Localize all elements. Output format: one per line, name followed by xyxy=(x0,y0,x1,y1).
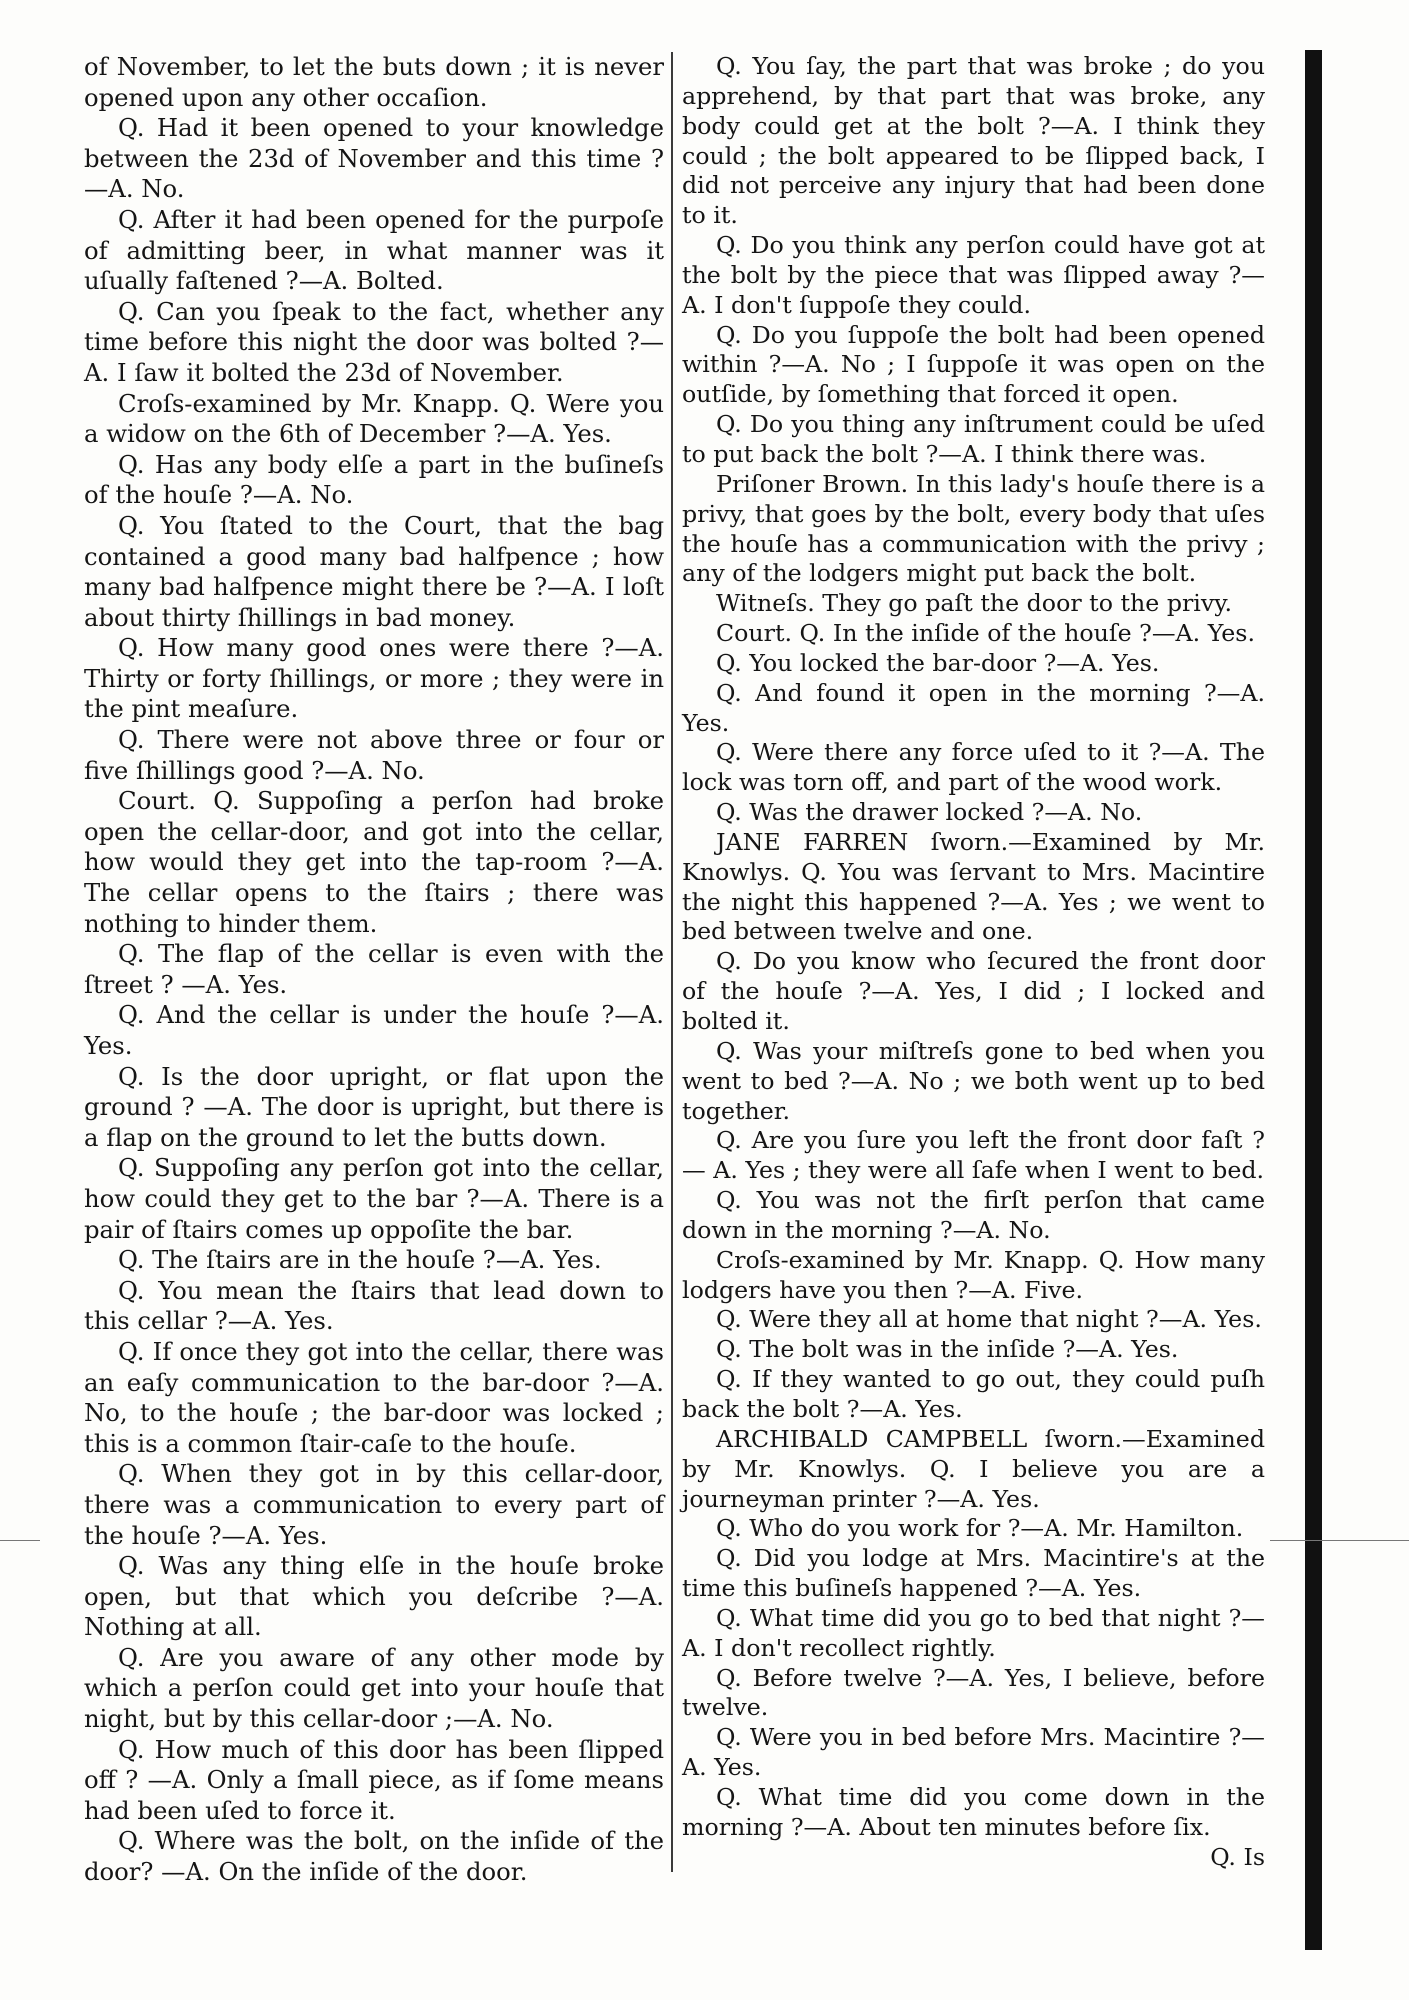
scan-mark-left xyxy=(0,1540,40,1541)
testimony-paragraph: Q. The flap of the cellar is even with the ſtreet ? —A. Yes. xyxy=(84,939,664,999)
testimony-paragraph: Q. Were there any force uſed to it ?—A. The lock was torn off, and part of the wood work. xyxy=(682,738,1265,797)
testimony-paragraph: Q. You locked the bar-door ?—A. Yes. xyxy=(716,648,1160,677)
testimony-paragraph: Q. Were they all at home that night ?—A. Yes. xyxy=(716,1305,1262,1334)
page-edge-shadow xyxy=(1305,50,1322,1950)
text-column-left xyxy=(84,52,664,1888)
catchword: Q. Is xyxy=(1210,1842,1265,1871)
testimony-paragraph: Q. Before twelve ?—A. Yes, I believe, before twelve. xyxy=(682,1663,1265,1722)
testimony-paragraph: Q. The ſtairs are in the houſe ?—A. Yes. xyxy=(118,1245,602,1275)
text-column-right xyxy=(682,52,1265,1872)
testimony-paragraph: Q. Was the drawer locked ?—A. No. xyxy=(716,798,1143,827)
testimony-paragraph: Q. Are you aware of any other mode by which a perſon could get into your houſe that night, but by this cellar-door ;—A. No. xyxy=(84,1642,664,1734)
testimony-paragraph: Q. Was any thing elſe in the houſe broke open, but that which you deſcribe ?—A. Nothing at all. xyxy=(84,1551,664,1642)
testimony-paragraph: Q. Had it been opened to your knowledge between the 23d of November and this time ?—A. No. xyxy=(84,113,664,204)
testimony-paragraph: Q. What time did you go to bed that night ?—A. I don't recollect rightly. xyxy=(682,1603,1265,1662)
testimony-paragraph: Q. Is the door upright, or flat upon the ground ? —A. The door is upright, but there is a flap on the ground to let the butts down. xyxy=(84,1061,664,1152)
testimony-paragraph: Q. You mean the ſtairs that lead down to this cellar ?—A. Yes. xyxy=(84,1275,664,1336)
scan-mark-right xyxy=(1270,1540,1409,1541)
testimony-paragraph: Q. After it had been opened for the purpoſe of admitting beer, in what manner was it uſually faſtened ?—A. Bolted. xyxy=(84,204,664,296)
testimony-paragraph: Court. Q. In the inſide of the houſe ?—A. Yes. xyxy=(716,619,1255,648)
testimony-paragraph: Q. You was not the firſt perſon that came down in the morning ?—A. No. xyxy=(682,1186,1265,1244)
testimony-paragraph: Q. Has any body elſe a part in the buſineſs of the houſe ?—A. No. xyxy=(84,449,664,510)
testimony-paragraph: Q. Are you ſure you left the front door faſt ?— A. Yes ; they were all ſafe when I went to bed. xyxy=(682,1126,1265,1185)
column-divider xyxy=(671,52,673,1872)
testimony-paragraph: Q. And found it open in the morning ?—A. Yes. xyxy=(682,678,1265,737)
testimony-paragraph: Q. Do you ſuppoſe the bolt had been opened within ?—A. No ; I ſuppoſe it was open on the outſide, by ſomething that forced it open. xyxy=(682,320,1265,409)
testimony-paragraph: Q. And the cellar is under the houſe ?—A. Yes. xyxy=(84,1000,664,1060)
testimony-paragraph: Q. When they got in by this cellar-door, there was a communication to every part of the houſe ?—A. Yes. xyxy=(84,1459,664,1550)
testimony-paragraph: Q. If once they got into the cellar, there was an eaſy communication to the bar-door ?—A. No, to the houſe ; the bar-door was locked ; this is a common ſtair-caſe to the houſe. xyxy=(84,1336,664,1458)
testimony-paragraph: Q. What time did you come down in the morning ?—A. About ten minutes before ſix. xyxy=(682,1782,1265,1841)
testimony-paragraph: Q. The bolt was in the inſide ?—A. Yes. xyxy=(716,1335,1179,1364)
testimony-paragraph: JANE FARREN ſworn.—Examined by Mr. Knowlys. Q. You was ſervant to Mrs. Macintire the night this happened ?—A. Yes ; we went to bed between twelve and one. xyxy=(682,827,1265,946)
testimony-paragraph: Q. Where was the bolt, on the inſide of the door? —A. On the inſide of the door. xyxy=(84,1826,664,1887)
testimony-paragraph: Q. Do you thing any inſtrument could be uſed to put back the bolt ?—A. I think there was. xyxy=(682,410,1265,468)
testimony-paragraph: Q. Do you know who ſecured the front door of the houſe ?—A. Yes, I did ; I locked and bolted it. xyxy=(682,947,1265,1035)
testimony-paragraph: Q. Do you think any perſon could have got at the bolt by the piece that was ſlipped away ?—A. I don't ſuppoſe they could. xyxy=(682,231,1265,319)
testimony-paragraph: Q. Did you lodge at Mrs. Macintire's at the time this buſineſs happened ?—A. Yes. xyxy=(682,1544,1265,1603)
testimony-paragraph: Priſoner Brown. In this lady's houſe there is a privy, that goes by the bolt, every body that uſes the houſe has a communication with the privy ; any of the lodgers might put back the bolt. xyxy=(682,469,1265,588)
testimony-paragraph: Q. If they wanted to go out, they could puſh back the bolt ?—A. Yes. xyxy=(682,1365,1265,1423)
testimony-paragraph: Q. Were you in bed before Mrs. Macintire ?— A. Yes. xyxy=(682,1723,1265,1782)
testimony-paragraph: Q. You ſay, the part that was broke ; do you apprehend, by that part that was broke, any body could get at the bolt ?—A. I think they could ; the bolt appeared to be ſlipped back, I did not perceive any injury that had been done to it. xyxy=(682,52,1265,230)
testimony-paragraph: Q. How many good ones were there ?—A. Thirty or forty ſhillings, or more ; they were in the pint meaſure. xyxy=(84,633,664,724)
testimony-paragraph: Q. Was your miſtreſs gone to bed when you went to bed ?—A. No ; we both went up to bed together. xyxy=(682,1036,1265,1125)
testimony-paragraph: Croſs-examined by Mr. Knapp. Q. Were you a widow on the 6th of December ?—A. Yes. xyxy=(84,388,664,449)
testimony-paragraph: Q. Suppoſing any perſon got into the cellar, how could they get to the bar ?—A. There is a pair of ſtairs comes up oppoſite the bar. xyxy=(84,1153,664,1244)
testimony-paragraph: Q. Who do you work for ?—A. Mr. Hamilton. xyxy=(716,1514,1244,1543)
testimony-paragraph: Q. You ſtated to the Court, that the bag contained a good many bad halfpence ; how many bad halfpence might there be ?—A. I loſt about thirty ſhillings in bad money. xyxy=(84,510,664,632)
testimony-paragraph: Croſs-examined by Mr. Knapp. Q. How many lodgers have you then ?—A. Five. xyxy=(682,1245,1265,1304)
testimony-paragraph: Q. How much of this door has been ſlipped off ? —A. Only a ſmall piece, as if ſome means had been uſed to force it. xyxy=(84,1734,664,1825)
testimony-paragraph: of November, to let the buts down ; it is never opened upon any other occaſion. xyxy=(84,52,664,112)
testimony-paragraph: Q. There were not above three or four or five ſhillings good ?—A. No. xyxy=(84,725,664,785)
testimony-paragraph: Q. Can you ſpeak to the fact, whether any time before this night the door was bolted ?—A. I ſaw it bolted the 23d of November. xyxy=(84,296,664,387)
testimony-paragraph: Witneſs. They go paſt the door to the privy. xyxy=(716,589,1233,618)
testimony-paragraph: Court. Q. Suppoſing a perſon had broke open the cellar-door, and got into the cellar, how would they get into the tap-room ?—A. The cellar opens to the ſtairs ; there was nothing to hinder them. xyxy=(84,786,664,938)
testimony-paragraph: ARCHIBALD CAMPBELL ſworn.—Examined by Mr. Knowlys. Q. I believe you are a journeyman printer ?—A. Yes. xyxy=(682,1424,1265,1513)
